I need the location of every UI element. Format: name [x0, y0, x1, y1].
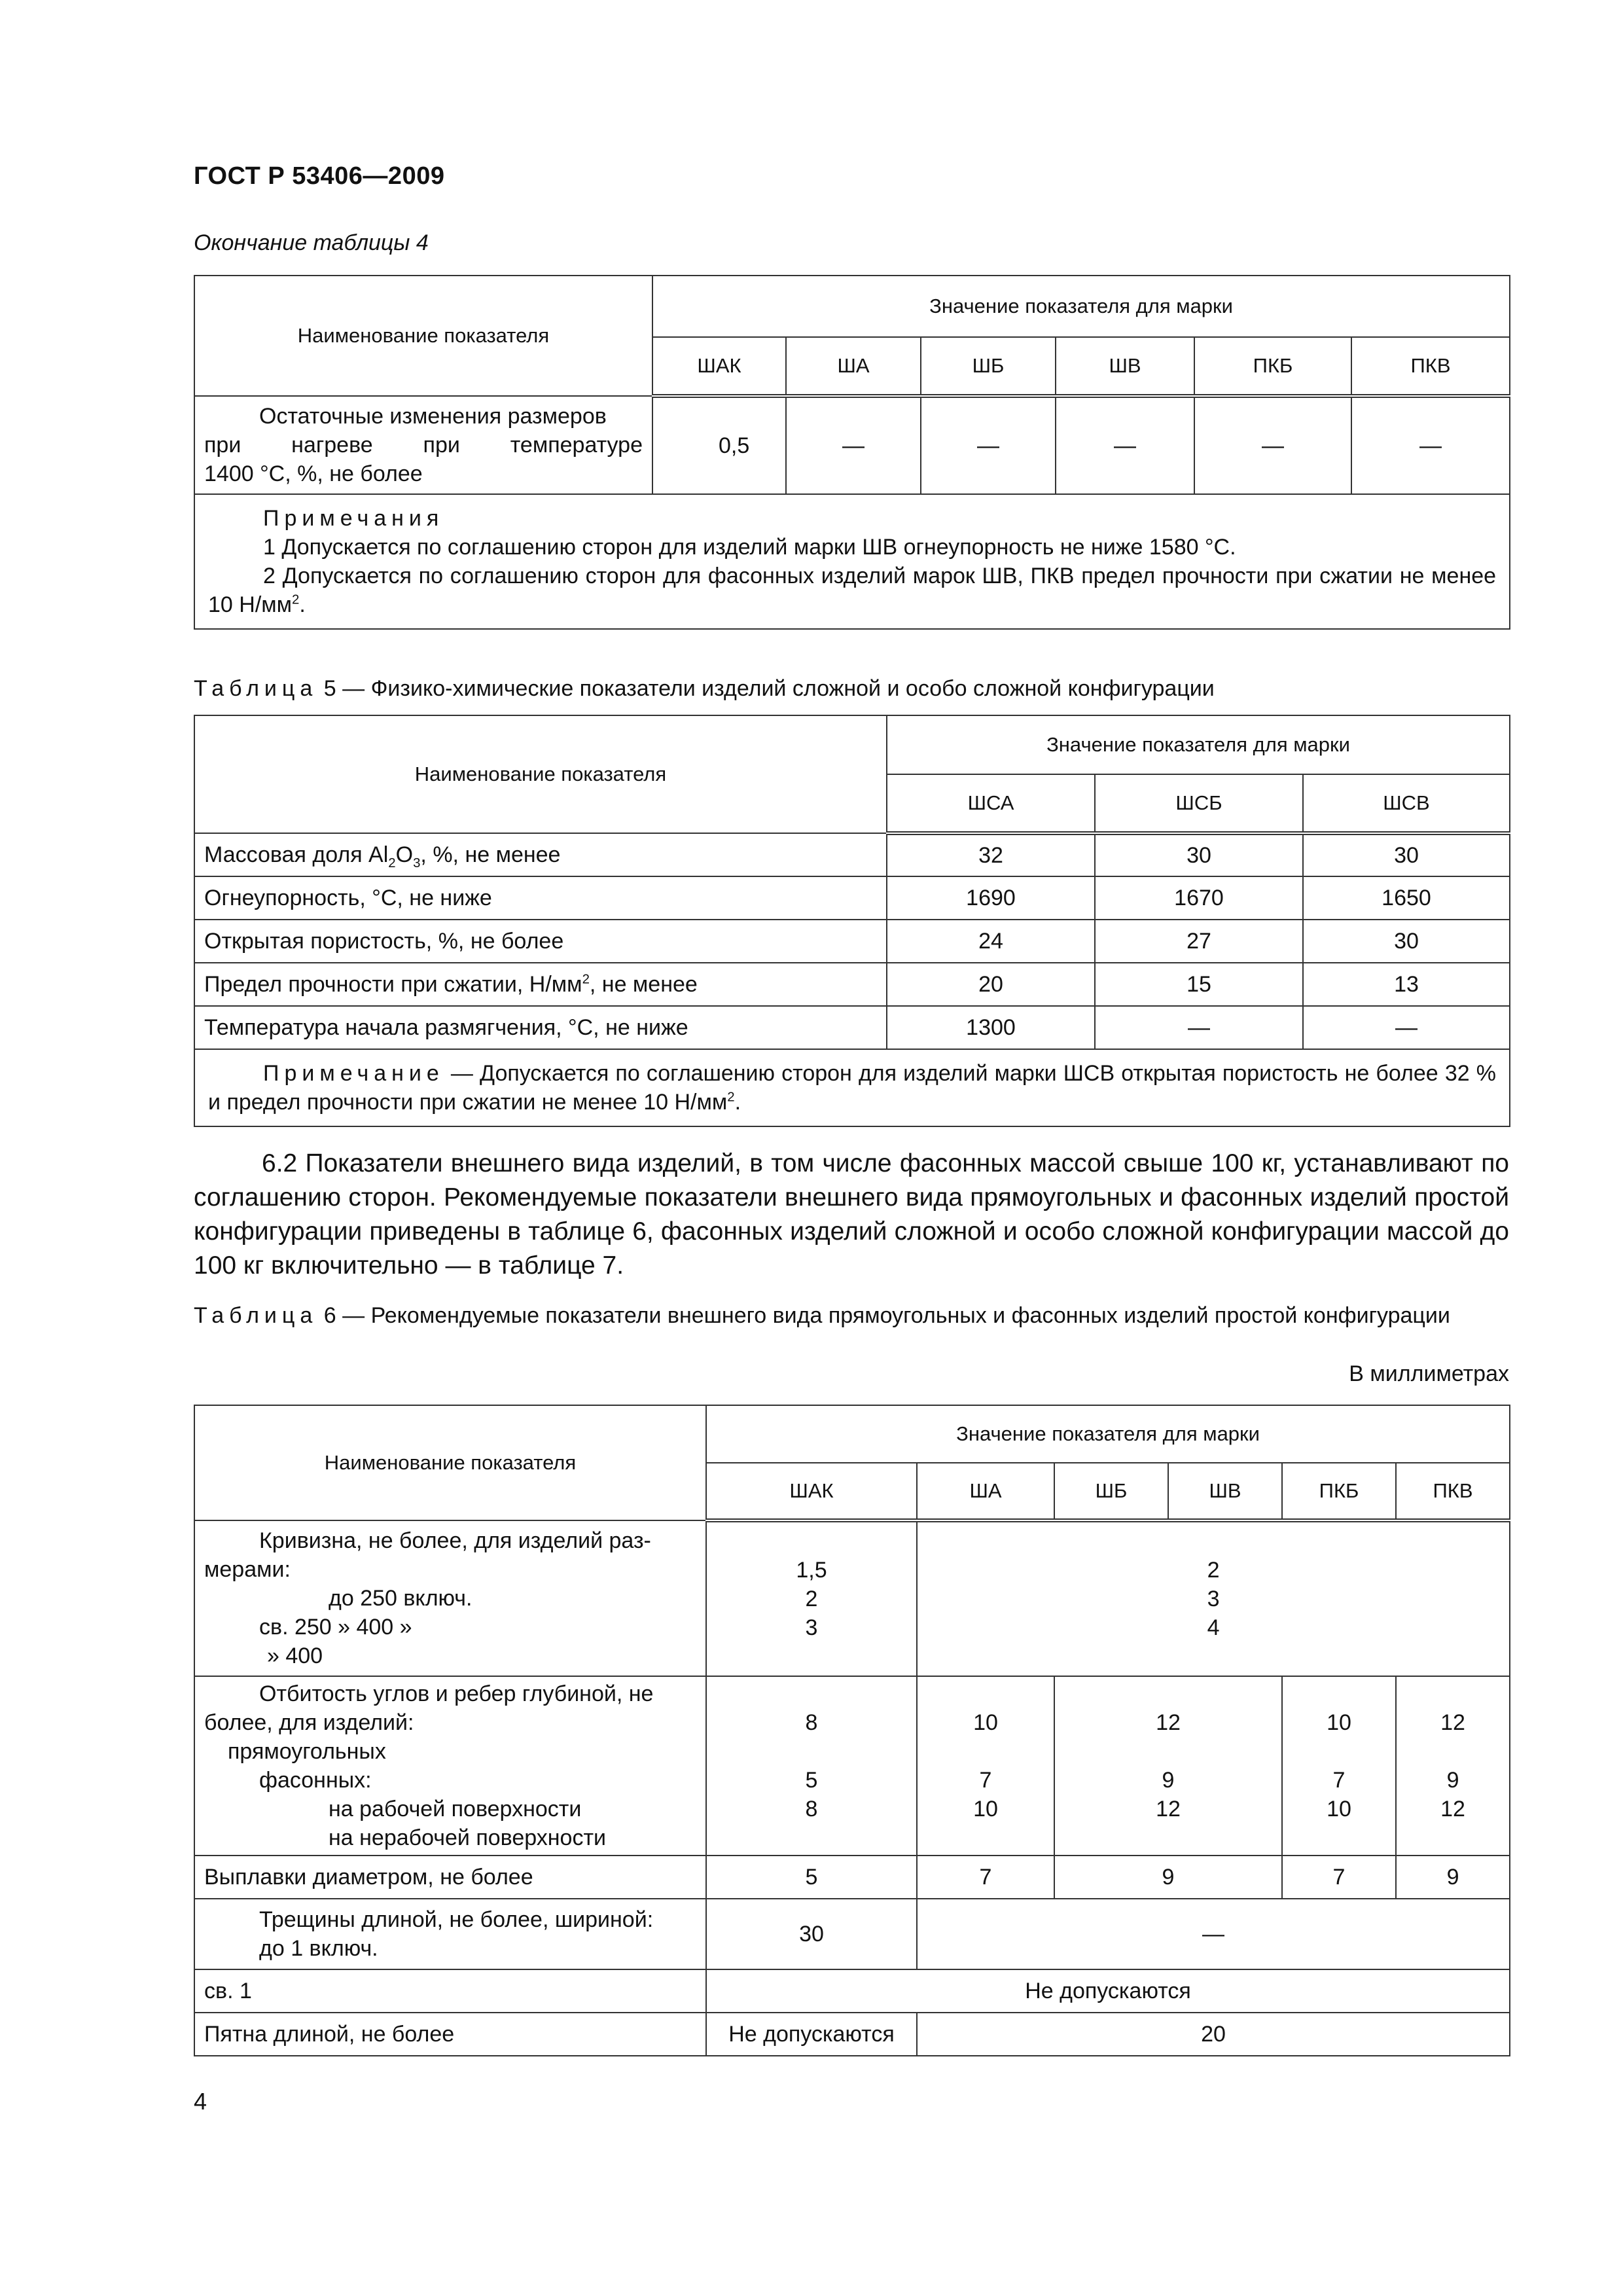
table6-chipping-pkv — [1396, 1676, 1510, 1856]
table6-chipping-shb-shv-1: 12 — [1156, 1710, 1181, 1735]
table6-grade-sha: ША — [917, 1463, 1054, 1520]
table6-spots-rest: 20 — [917, 2013, 1510, 2056]
table4-value-shb: — — [921, 396, 1056, 494]
table6-melts-pkb: 7 — [1282, 1856, 1396, 1899]
table6-chipping-shb-shv-2: 9 — [1162, 1768, 1175, 1793]
table5-header-name: Наименование показателя — [194, 715, 887, 833]
table6-spots-label: Пятна длиной, не более — [194, 2013, 706, 2056]
table6-curvature-line5: » 400 — [267, 1643, 323, 1668]
table5-caption-word: Таблица — [194, 676, 318, 701]
table4-note-1: 1 Допускается по соглашению сторон для изделий марки ШВ огнеупорность не ниже 1580 °С. — [263, 535, 1236, 560]
table5-row4-label — [194, 963, 887, 1006]
table5-row1-sub2: 3 — [413, 855, 421, 870]
table5-grade-shsb: ШСБ — [1095, 774, 1303, 833]
table6-chipping-shak-2: 5 — [805, 1768, 818, 1793]
table4-row-label-line3: 1400 °С, %, не более — [204, 461, 423, 486]
document-page — [194, 0, 1509, 2296]
table4-grade-shak: ШАК — [652, 337, 786, 396]
table5-row1-shsa: 32 — [887, 833, 1095, 876]
table6-chipping-line3: прямоугольных — [228, 1739, 386, 1764]
table5-row5-shsa: 1300 — [887, 1006, 1095, 1049]
table5-note-sup: 2 — [727, 1090, 735, 1105]
table6-cracks-shak: 30 — [706, 1899, 917, 1969]
table5-note-text: — Допускается по соглашению сторон для изделий марки ШСВ открытая пористость не более 32 % и предел прочности при сжатии не менее 10 Н/мм — [208, 1061, 1496, 1115]
table5-row5-shsv: — — [1303, 1006, 1510, 1049]
table5-row1-shsb: 30 — [1095, 833, 1303, 876]
table5-row5-shsb: — — [1095, 1006, 1303, 1049]
table6-chipping-shak-3: 8 — [805, 1797, 818, 1821]
table6-chipping-sha-3: 10 — [973, 1797, 998, 1821]
table6-chipping-sha-2: 7 — [979, 1768, 992, 1793]
table6-chipping-sha-1: 10 — [973, 1710, 998, 1735]
table6-curvature-shak-2: 2 — [805, 1587, 818, 1611]
table6-chipping-pkb-3: 10 — [1327, 1797, 1351, 1821]
table6-chipping-shb-shv — [1054, 1676, 1282, 1856]
table4-grade-sha: ША — [786, 337, 921, 396]
table6-caption — [194, 1301, 1509, 1330]
table6-spots-shak: Не допускаются — [706, 2013, 917, 2056]
table6-chipping-shak — [706, 1676, 917, 1856]
table6-chipping-line6: на нерабочей поверхности — [329, 1825, 607, 1850]
table4-note-2-sup: 2 — [292, 592, 300, 607]
table4-value-shak: 0,5 — [652, 396, 786, 494]
table4-grade-shb: ШБ — [921, 337, 1056, 396]
table5-row2-label: Огнеупорность, °С, не ниже — [194, 876, 887, 920]
table5-row3-shsb: 27 — [1095, 920, 1303, 963]
table6-chipping-label — [194, 1676, 706, 1856]
table5-grade-shsv: ШСВ — [1303, 774, 1510, 833]
table5-row3-shsa: 24 — [887, 920, 1095, 963]
table4-note-2-end: . — [299, 592, 306, 617]
table4-header-value-group: Значение показателя для марки — [652, 276, 1510, 337]
table6-curvature-line3: до 250 включ. — [329, 1586, 473, 1611]
table6-header-name: Наименование показателя — [194, 1405, 706, 1520]
table6-chipping-shak-1: 8 — [805, 1710, 818, 1735]
table5-row2-shsv: 1650 — [1303, 876, 1510, 920]
table4-note-2-text: 2 Допускается по соглашению сторон для фасонных изделий марок ШВ, ПКВ предел прочности при сжатии не менее 10 Н/мм — [208, 564, 1497, 617]
table6-melts-shb-shv: 9 — [1054, 1856, 1282, 1899]
table4-row-label — [194, 396, 652, 494]
table6-cracks-label — [194, 1899, 706, 1969]
table6-melts-label: Выплавки диаметром, не более — [194, 1856, 706, 1899]
paragraph-6-2-text: 6.2 Показатели внешнего вида изделий, в том числе фасонных массой свыше 100 кг, устанавливают по соглашению сторон. Рекомендуемые показатели внешнего вида прямоугольных и фасонных изделий простой конфигурации приведены в таблице 6, фасонных изделий сложной и особо сложной конфигурации массой до 100 кг включительно — в таблице 7. — [194, 1149, 1509, 1280]
table6-caption-text: 6 — Рекомендуемые показатели внешнего вида прямоугольных и фасонных изделий простой конфигурации — [323, 1303, 1450, 1328]
table5-row1-label — [194, 833, 887, 876]
table4-value-shv: — — [1056, 396, 1194, 494]
table6-grade-pkb: ПКБ — [1282, 1463, 1396, 1520]
table4-value-pkb: — — [1194, 396, 1351, 494]
table-5 — [194, 715, 1510, 1127]
table5-header-value-group: Значение показателя для марки — [887, 715, 1510, 774]
table6-curvature-label — [194, 1520, 706, 1676]
table4-grade-pkb: ПКБ — [1194, 337, 1351, 396]
table6-chipping-pkb-1: 10 — [1327, 1710, 1351, 1735]
table6-curvature-rest-1: 2 — [1207, 1558, 1220, 1583]
table4-grade-pkv: ПКВ — [1351, 337, 1510, 396]
table6-chipping-line1: Отбитость углов и ребер глубиной, не — [259, 1681, 654, 1706]
table5-note-word: Примечание — [263, 1061, 444, 1086]
table4-header-name: Наименование показателя — [194, 276, 652, 396]
table5-row4-shsb: 15 — [1095, 963, 1303, 1006]
paragraph-6-2 — [194, 1147, 1509, 1283]
table4-note-2 — [208, 562, 1496, 619]
table6-curvature-rest-3: 4 — [1207, 1615, 1220, 1640]
table6-curvature-shak — [706, 1520, 917, 1676]
table4-notes-title: Примечания — [263, 506, 444, 531]
table5-caption — [194, 674, 1509, 703]
table6-chipping-pkb-2: 7 — [1332, 1768, 1346, 1793]
table5-row2-shsa: 1690 — [887, 876, 1095, 920]
table5-row2-shsb: 1670 — [1095, 876, 1303, 920]
table-6 — [194, 1405, 1510, 2056]
table4-value-pkv: — — [1351, 396, 1510, 494]
table6-grade-shv: ШВ — [1168, 1463, 1282, 1520]
table5-row3-shsv: 30 — [1303, 920, 1510, 963]
table4-row-label-line1: Остаточные изменения размеров — [259, 404, 607, 429]
table4-grade-shv: ШВ — [1056, 337, 1194, 396]
table6-melts-shak: 5 — [706, 1856, 917, 1899]
table6-chipping-line2: более, для изделий: — [204, 1710, 414, 1735]
table5-row5-label: Температура начала размягчения, °С, не ниже — [194, 1006, 887, 1049]
table6-curvature-shak-3: 3 — [805, 1615, 818, 1640]
page-number: 4 — [194, 2088, 207, 2115]
table6-curvature-rest — [917, 1520, 1510, 1676]
table6-chipping-pkv-1: 12 — [1440, 1710, 1465, 1735]
table5-caption-text: 5 — Физико-химические показатели изделий сложной и особо сложной конфигурации — [323, 676, 1215, 701]
table6-caption-word: Таблица — [194, 1303, 318, 1328]
table5-row4-pre: Предел прочности при сжатии, Н/мм — [204, 972, 582, 997]
table5-row1-pre: Массовая доля Al — [204, 842, 389, 867]
table6-melts-pkv: 9 — [1396, 1856, 1510, 1899]
table6-chipping-line5: на рабочей поверхности — [329, 1797, 582, 1821]
table6-units: В миллиметрах — [1349, 1361, 1509, 1386]
table6-chipping-pkv-3: 12 — [1440, 1797, 1465, 1821]
table5-row1-mid: O — [395, 842, 414, 867]
table5-row4-shsv: 13 — [1303, 963, 1510, 1006]
table6-grade-shak: ШАК — [706, 1463, 917, 1520]
table4-notes — [194, 494, 1510, 629]
table6-cracks-line2: до 1 включ. — [259, 1936, 378, 1961]
table6-cracks-rest: — — [917, 1899, 1510, 1969]
table6-cracks-over1-label: св. 1 — [194, 1969, 706, 2013]
table6-curvature-line4: св. 250 » 400 » — [259, 1615, 412, 1640]
table4-value-sha: — — [786, 396, 921, 494]
table5-row3-label: Открытая пористость, %, не более — [194, 920, 887, 963]
table5-row1-sub1: 2 — [388, 855, 396, 870]
table6-grade-shb: ШБ — [1054, 1463, 1168, 1520]
table6-chipping-pkv-2: 9 — [1446, 1768, 1459, 1793]
table6-melts-sha: 7 — [917, 1856, 1054, 1899]
table5-note-end: . — [734, 1090, 741, 1115]
table6-cracks-over1-value: Не допускаются — [706, 1969, 1510, 2013]
table5-row4-shsa: 20 — [887, 963, 1095, 1006]
table6-curvature-line1: Кривизна, не более, для изделий раз- — [259, 1528, 651, 1553]
table6-cracks-line1: Трещины длиной, не более, шириной: — [259, 1907, 654, 1932]
table5-row1-shsv: 30 — [1303, 833, 1510, 876]
table5-grade-shsa: ШСА — [887, 774, 1095, 833]
table6-chipping-sha — [917, 1676, 1054, 1856]
table6-chipping-line4: фасонных: — [259, 1768, 372, 1793]
table6-curvature-rest-2: 3 — [1207, 1587, 1220, 1611]
table5-note — [194, 1049, 1510, 1126]
table5-row4-sup: 2 — [582, 972, 590, 987]
table6-curvature-line2: мерами: — [204, 1557, 291, 1582]
document-code: ГОСТ Р 53406—2009 — [194, 162, 445, 190]
table6-header-value-group: Значение показателя для марки — [706, 1405, 1510, 1463]
table5-row1-post: , %, не менее — [420, 842, 561, 867]
table6-chipping-shb-shv-3: 12 — [1156, 1797, 1181, 1821]
table5-row4-post: , не менее — [589, 972, 698, 997]
table-4 — [194, 275, 1510, 630]
table4-row-label-line2: при нагреве при температуре — [204, 433, 643, 457]
table6-curvature-shak-1: 1,5 — [796, 1558, 827, 1583]
table6-grade-pkv: ПКВ — [1396, 1463, 1510, 1520]
table6-chipping-pkb — [1282, 1676, 1396, 1856]
table4-continuation-caption: Окончание таблицы 4 — [194, 230, 429, 255]
